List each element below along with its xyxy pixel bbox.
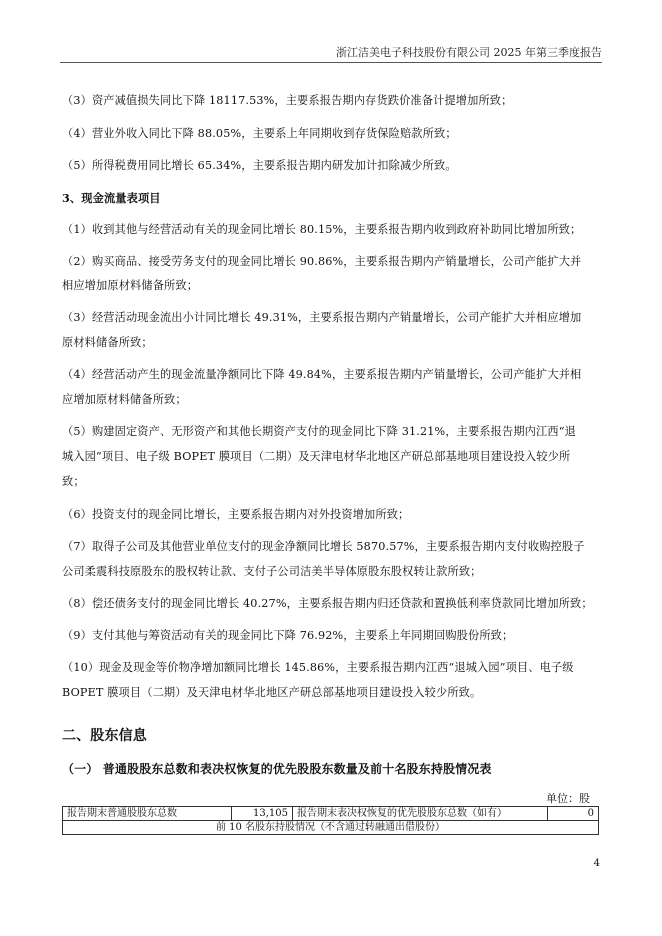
paragraph-cash-item-3-line2: 原材料储备所致； <box>62 336 153 349</box>
section-heading-shareholders: 二、股东信息 <box>62 728 147 744</box>
paragraph-cash-item-8: （8）偿还债务支付的现金同比增长 40.27%，主要系报告期内归还贷款和置换低利率贷款同比增加所致； <box>62 597 593 610</box>
paragraph-asset-impairment: （3）资产减值损失同比下降 18117.53%，主要系报告期内存货跌价准备计提增加所致； <box>62 94 513 107</box>
paragraph-cash-item-4-line1: （4）经营活动产生的现金流量净额同比下降 49.84%，主要系报告期内产销量增长，公司产能扩大并相 <box>62 368 582 381</box>
page-header: 浙江洁美电子科技股份有限公司 2025 年第三季度报告 <box>336 46 602 59</box>
paragraph-cash-item-5-line1: （5）购建固定资产、无形资产和其他长期资产支付的现金同比下降 31.21%，主要系报告期内江西“退 <box>62 425 576 438</box>
table-cell-total-shareholders-value: 13,105 <box>232 807 293 821</box>
paragraph-cash-item-9: （9）支付其他与筹资活动有关的现金同比下降 76.92%，主要系上年同期回购股份所致； <box>62 629 514 642</box>
unit-label: 单位：股 <box>546 792 590 805</box>
header-rule <box>60 62 602 63</box>
paragraph-income-tax: （5）所得税费用同比增长 65.34%，主要系报告期内研发加计扣除减少所致。 <box>62 159 457 172</box>
paragraph-cash-item-2-line2: 相应增加原材料储备所致； <box>62 279 199 292</box>
table-cell-preferred-shareholders-value: 0 <box>548 807 599 821</box>
paragraph-cash-item-4-line2: 应增加原材料储备所致； <box>62 393 187 406</box>
subsection-heading-shareholder-table: （一） 普通股股东总数和表决权恢复的优先股股东数量及前十名股东持股情况表 <box>62 762 492 776</box>
table-cell-top10-header: 前 10 名股东持股情况（不含通过转融通出借股份） <box>63 821 599 835</box>
paragraph-cash-item-1: （1）收到其他与经营活动有关的现金同比增长 80.15%，主要系报告期内收到政府补助同比增加所致； <box>62 223 582 236</box>
paragraph-non-operating-income: （4）营业外收入同比下降 88.05%，主要系上年同期收到存货保险赔款所致； <box>62 127 457 140</box>
section-heading-cash-flow: 3、现金流量表项目 <box>62 191 161 205</box>
paragraph-cash-item-7-line2: 公司柔震科技原股东的股权转让款、支付子公司洁美半导体原股东股权转让款所致； <box>62 565 482 578</box>
table-cell-preferred-shareholders-label: 报告期末表决权恢复的优先股股东总数（如有） <box>293 807 548 821</box>
paragraph-cash-item-5-line3: 致； <box>62 475 85 488</box>
paragraph-cash-item-10-line2: BOPET 膜项目（二期）及天津电材华北地区产研总部基地项目建设投入较少所致。 <box>62 686 482 699</box>
paragraph-cash-item-2-line1: （2）购买商品、接受劳务支付的现金同比增长 90.86%，主要系报告期内产销量增长，公司产能扩大并 <box>62 255 582 268</box>
paragraph-cash-item-6: （6）投资支付的现金同比增长，主要系报告期内对外投资增加所致； <box>62 508 410 521</box>
paragraph-cash-item-3-line1: （3）经营活动现金流出小计同比增长 49.31%，主要系报告期内产销量增长，公司产能扩大并相应增加 <box>62 311 582 324</box>
paragraph-cash-item-10-line1: （10）现金及现金等价物净增加额同比增长 145.86%，主要系报告期内江西“退城入园”项目、电子级 <box>62 661 574 674</box>
paragraph-cash-item-7-line1: （7）取得子公司及其他营业单位支付的现金净额同比增长 5870.57%，主要系报告期内支付收购控股子 <box>62 540 585 553</box>
paragraph-cash-item-5-line2: 城入园”项目、电子级 BOPET 膜项目（二期）及天津电材华北地区产研总部基地项目建设投入较少所 <box>62 450 571 463</box>
table-row <box>63 807 599 821</box>
page-number: 4 <box>593 858 600 869</box>
table-cell-total-shareholders-label: 报告期末普通股股东总数 <box>63 807 232 821</box>
shareholder-table <box>62 806 599 835</box>
table-row <box>63 821 599 835</box>
